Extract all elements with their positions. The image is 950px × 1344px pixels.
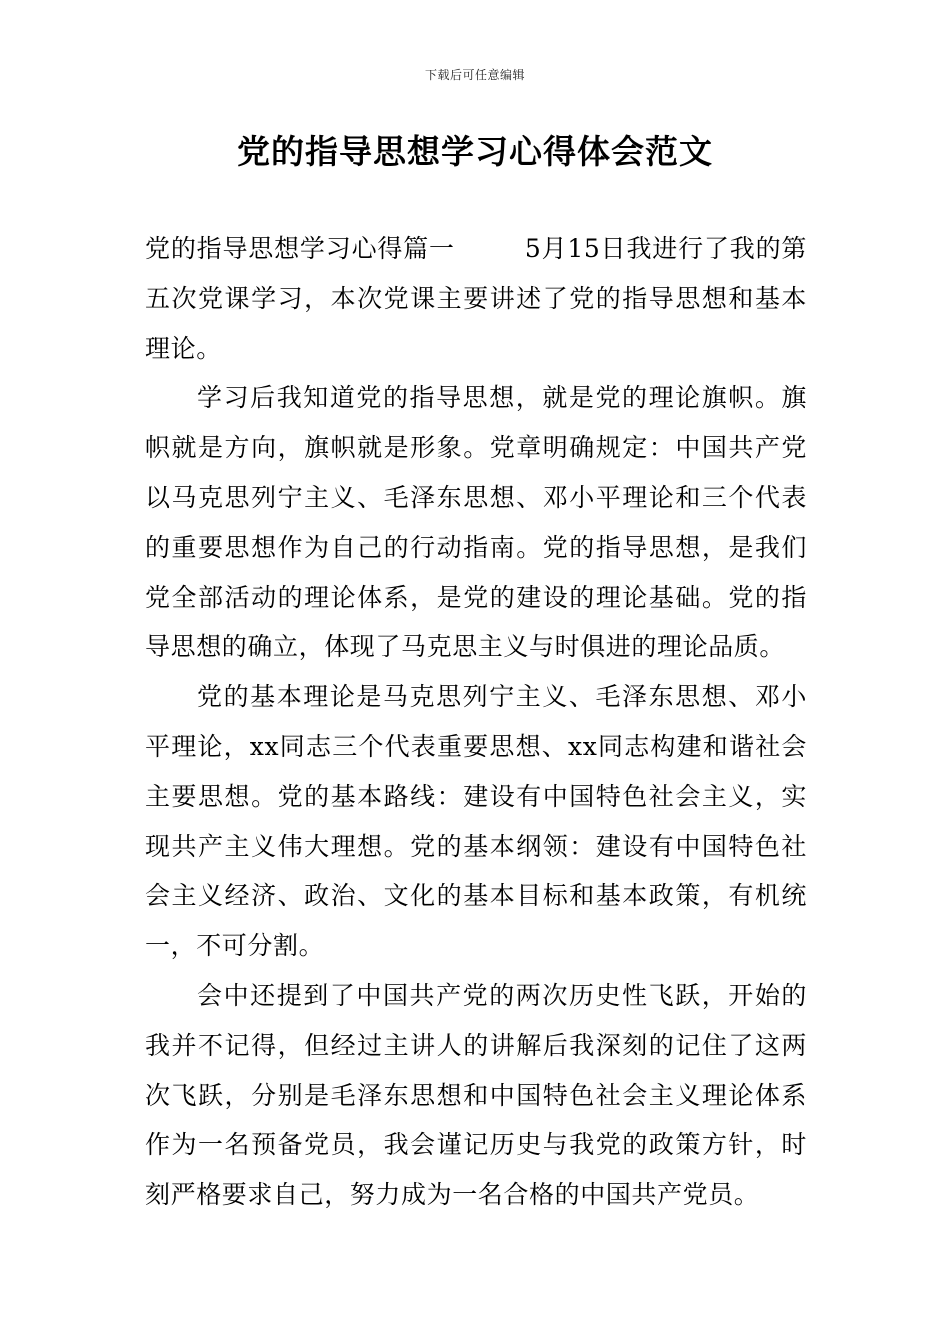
header-note: 下载后可任意编辑: [424, 68, 525, 82]
body-paragraph-2: 党的基本理论是马克思列宁主义、毛泽东思想、邓小平理论，xx同志三个代表重要思想、xx同志构建和谐社会主要思想。党的基本路线：建设有中国特色社会主义，实现共产主义伟大理想。党的基本纲领：建设有中国特色社会主义经济、政治、文化的基本目标和基本政策，有机统一，不可分割。: [145, 682, 807, 961]
document-title: 党的指导思想学习心得体会范文: [237, 132, 713, 171]
intro-paragraph: [145, 224, 807, 373]
body-paragraph-3: 会中还提到了中国共产党的两次历史性飞跃，开始的我并不记得，但经过主讲人的讲解后我深刻的记住了这两次飞跃，分别是毛泽东思想和中国特色社会主义理论体系作为一名预备党员，我会谨记历史与我党的政策方针，时刻严格要求自己，努力成为一名合格的中国共产党员。: [145, 980, 807, 1210]
intro-text: 5月15日我进行了我的第五次党课学习，本次党课主要讲述了党的指导思想和基本理论。: [145, 234, 808, 363]
intro-label: 党的指导思想学习心得篇一: [145, 234, 455, 263]
body-paragraph-1: 学习后我知道党的指导思想，就是党的理论旗帜。旗帜就是方向，旗帜就是形象。党章明确规定：中国共产党以马克思列宁主义、毛泽东思想、邓小平理论和三个代表的重要思想作为自己的行动指南。党的指导思想，是我们党全部活动的理论体系，是党的建设的理论基础。党的指导思想的确立，体现了马克思主义与时俱进的理论品质。: [145, 383, 807, 662]
document-body: [145, 224, 807, 1220]
